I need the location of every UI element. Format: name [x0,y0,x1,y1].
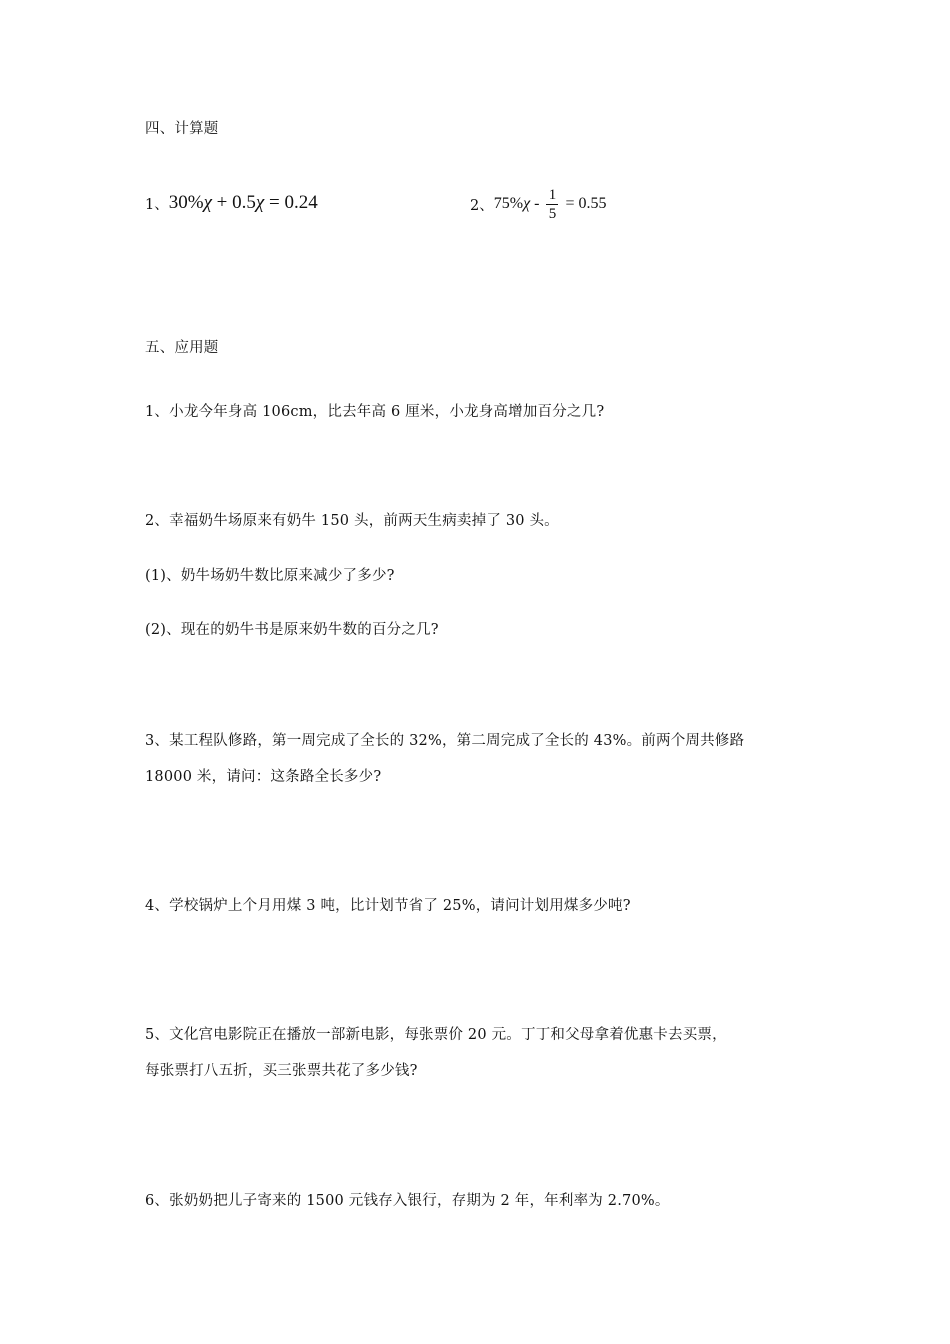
equation-1-index: 1、 [145,196,169,213]
question-3-line-2: 18000 米，请问：这条路全长多少? [145,769,382,785]
equation-1-expression: 30%χ + 0.5χ = 0.24 [168,192,318,213]
equation-2-expression: 75% χ - $\frac{1}{5}$ = 0.55 [493,186,607,222]
question-4: 4、学校锅炉上个月用煤 3 吨，比计划节省了 25%，请问计划用煤多少吨? [145,898,631,914]
equation-1 [145,190,318,216]
section-5-heading: 五、应用题 [145,340,219,356]
question-5-line-2: 每张票打八五折，买三张票共花了多少钱? [145,1063,418,1079]
question-2-part-2: (2)、现在的奶牛书是原来奶牛数的百分之几? [145,622,439,638]
equation-2-index: 2、 [470,197,494,214]
question-1: 1、小龙今年身高 106cm，比去年高 6 厘米，小龙身高增加百分之几? [145,404,605,420]
section-4-heading: 四、计算题 [145,121,219,137]
question-2: 2、幸福奶牛场原来有奶牛 150 头，前两天生病卖掉了 30 头。 [145,513,559,529]
equation-2 [470,184,606,224]
fraction-one-fifth: $\frac{1}{5}$ [546,187,558,222]
question-2-part-1: (1)、奶牛场奶牛数比原来减少了多少? [145,568,395,584]
question-3-line-1: 3、某工程队修路，第一周完成了全长的 32%，第二周完成了全长的 43%。前两个周共修路 [145,733,745,749]
question-5-line-1: 5、文化宫电影院正在播放一部新电影，每张票价 20 元。丁丁和父母拿着优惠卡去买票， [145,1027,727,1043]
question-6: 6、张奶奶把儿子寄来的 1500 元钱存入银行，存期为 2 年，年利率为 2.70%。 [145,1193,670,1209]
